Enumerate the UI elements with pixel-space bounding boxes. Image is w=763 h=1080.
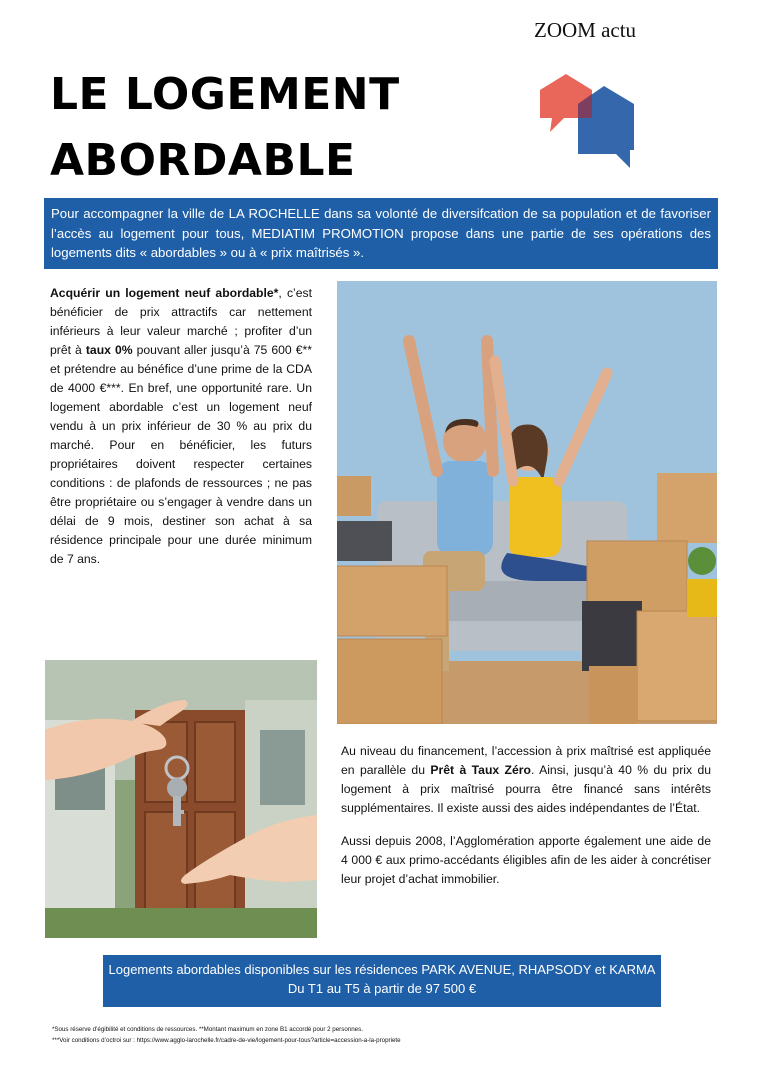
rate-bold: taux 0% xyxy=(85,343,133,357)
right-text-1: Au niveau du financement, l’accession à prix maîtrisé est appliquée en parallèle du xyxy=(341,744,711,777)
page-title xyxy=(50,62,400,194)
right-text-2: . Ainsi, jusqu’à 40 % du prix du logement à prix maîtrisé pourra être financé sans intérêts supplémentaires. Il existe aussi des aides indépendantes de l’État. xyxy=(341,763,712,815)
left-column xyxy=(50,284,312,569)
speech-bubble-house-logo-icon xyxy=(536,72,640,172)
ptz-bold: Prêt à Taux Zéro xyxy=(430,763,531,777)
title-line-2: ABORDABLE xyxy=(50,135,356,186)
availability-line-1: Logements abordables disponibles sur les résidences PARK AVENUE, RHAPSODY et KARMA xyxy=(108,962,656,977)
intro-banner xyxy=(44,198,718,269)
left-paragraph xyxy=(50,284,312,569)
right-paragraph-1 xyxy=(341,742,711,818)
availability-line-2: Du T1 au T5 à partir de 97 500 € xyxy=(287,981,477,996)
right-paragraph-2: Aussi depuis 2008, l’Agglomération apporte également une aide de 4 000 € aux primo-accédants éligibles afin de les aider à concrétiser leur projet d’achat immobilier. xyxy=(341,834,711,886)
keys-photo xyxy=(45,660,317,938)
couple-photo xyxy=(337,281,717,724)
left-text-2: pouvant aller jusqu’à 75 600 €** et prétendre au bénéfice d’une prime de la CDA de 4000 €***. En bref, une opportunité rare. Un logement abordable c’est un logement neuf vendu à un prix inférieur de 30 % au prix du marché. Pour en bénéficier, les futurs propriétaires doivent respecter certaines conditions : de plafonds de ressources ; ne pas être propriétaire ou s’engager à vendre dans un délai de 9 mois, destiner son achat à sa résidence principale pour une durée minimum de 7 ans. xyxy=(50,343,312,566)
right-column xyxy=(341,742,711,903)
availability-banner xyxy=(103,955,661,1007)
left-text-1: , c’est bénéficier de prix attractifs car nettement inférieurs à leur valeur marché ; profiter d’un prêt à xyxy=(50,286,312,357)
footnote-2: ***Voir conditions d’octroi sur : https://www.agglo-larochelle.fr/cadre-de-vie/logement-pour-tous?article=accession-a-la-propriete xyxy=(52,1037,401,1044)
title-line-1: LE LOGEMENT xyxy=(50,69,400,120)
lead-bold: Acquérir un logement neuf abordable* xyxy=(50,286,279,300)
footnotes xyxy=(52,1024,401,1046)
section-label: ZOOM actu xyxy=(534,18,637,42)
intro-text: Pour accompagner la ville de LA ROCHELLE dans sa volonté de diversifcation de sa population et de favoriser l’accès au logement pour tous, MEDIATIM PROMOTION propose dans une partie de ses opérations des logements dits « abordables » ou à « prix maîtrisés ». xyxy=(51,206,711,260)
footnote-1: *Sous réserve d’égibilité et conditions de ressources. **Montant maximum en zone B1 accordé pour 2 personnes. xyxy=(52,1026,363,1033)
